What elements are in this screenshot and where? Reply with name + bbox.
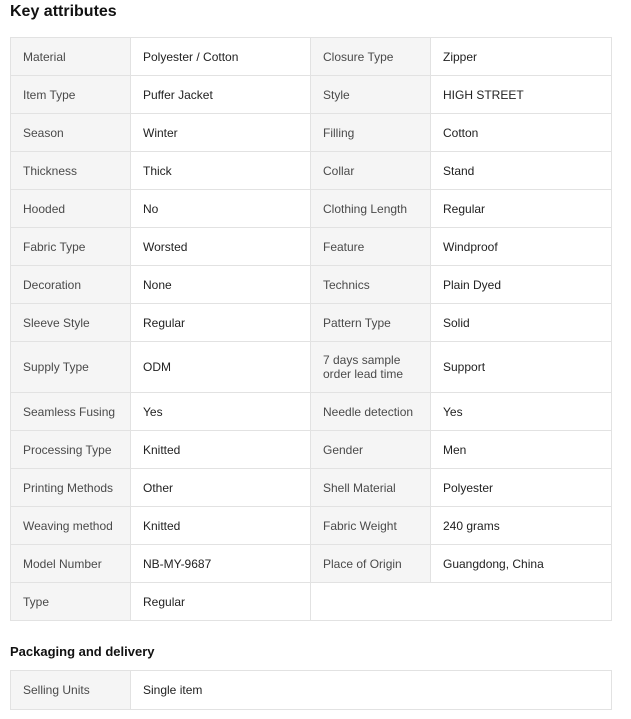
attribute-key: Material (11, 38, 131, 76)
attribute-value: Polyester / Cotton (131, 38, 311, 76)
attribute-key: Supply Type (11, 342, 131, 393)
attribute-key: Processing Type (11, 431, 131, 469)
table-row (11, 76, 612, 114)
attribute-key: Technics (311, 266, 431, 304)
attribute-value: Plain Dyed (431, 266, 612, 304)
attribute-key: Season (11, 114, 131, 152)
attribute-key: Weaving method (11, 507, 131, 545)
key-attributes-heading: Key attributes (10, 3, 117, 20)
attribute-value: Zipper (431, 38, 612, 76)
attribute-value: No (131, 190, 311, 228)
attribute-key: Pattern Type (311, 304, 431, 342)
packaging-table (10, 670, 612, 710)
attribute-value: Solid (431, 304, 612, 342)
table-row (11, 469, 612, 507)
attribute-key: Printing Methods (11, 469, 131, 507)
attribute-value: Regular (131, 583, 311, 621)
attribute-key: Fabric Type (11, 228, 131, 266)
attribute-value: Polyester (431, 469, 612, 507)
attribute-key: Seamless Fusing (11, 393, 131, 431)
attribute-key: Gender (311, 431, 431, 469)
attribute-key: Decoration (11, 266, 131, 304)
attribute-value: Windproof (431, 228, 612, 266)
attribute-key: Filling (311, 114, 431, 152)
attribute-key: Item Type (11, 76, 131, 114)
attribute-value: Knitted (131, 431, 311, 469)
attribute-value: NB-MY-9687 (131, 545, 311, 583)
attribute-key: Thickness (11, 152, 131, 190)
table-row (11, 671, 612, 710)
attribute-value: Cotton (431, 114, 612, 152)
table-row (11, 545, 612, 583)
attribute-value: Yes (131, 393, 311, 431)
table-row (11, 38, 612, 76)
attribute-key: Type (11, 583, 131, 621)
attribute-value: Other (131, 469, 311, 507)
attribute-key: Model Number (11, 545, 131, 583)
table-row (11, 583, 612, 621)
attribute-key: Feature (311, 228, 431, 266)
attribute-value: Single item (131, 671, 612, 710)
table-row (11, 152, 612, 190)
attribute-key: Selling Units (11, 671, 131, 710)
attribute-key: Needle detection (311, 393, 431, 431)
attribute-value: Stand (431, 152, 612, 190)
attribute-value: Knitted (131, 507, 311, 545)
attribute-value: Thick (131, 152, 311, 190)
attribute-value: Worsted (131, 228, 311, 266)
attribute-key: Clothing Length (311, 190, 431, 228)
attribute-value: Men (431, 431, 612, 469)
attribute-value: Regular (431, 190, 612, 228)
attribute-value: Winter (131, 114, 311, 152)
attribute-value: None (131, 266, 311, 304)
attribute-key: Style (311, 76, 431, 114)
empty-cell (311, 583, 612, 621)
attribute-key: Sleeve Style (11, 304, 131, 342)
table-row (11, 342, 612, 393)
key-attributes-table (10, 37, 612, 621)
attribute-key: Collar (311, 152, 431, 190)
table-row (11, 228, 612, 266)
packaging-heading: Packaging and delivery (10, 644, 155, 659)
table-row (11, 266, 612, 304)
attribute-value: Yes (431, 393, 612, 431)
attribute-value: Puffer Jacket (131, 76, 311, 114)
attribute-value: ODM (131, 342, 311, 393)
table-row (11, 114, 612, 152)
table-row (11, 431, 612, 469)
attribute-key: Closure Type (311, 38, 431, 76)
attribute-value: Guangdong, China (431, 545, 612, 583)
attribute-key: Hooded (11, 190, 131, 228)
table-row (11, 304, 612, 342)
attribute-key: Fabric Weight (311, 507, 431, 545)
table-row (11, 507, 612, 545)
attribute-value: HIGH STREET (431, 76, 612, 114)
attribute-key: Place of Origin (311, 545, 431, 583)
attribute-value: Support (431, 342, 612, 393)
table-row (11, 190, 612, 228)
attribute-key: 7 days sample order lead time (311, 342, 431, 393)
attribute-value: Regular (131, 304, 311, 342)
attribute-value: 240 grams (431, 507, 612, 545)
table-row (11, 393, 612, 431)
attribute-key: Shell Material (311, 469, 431, 507)
